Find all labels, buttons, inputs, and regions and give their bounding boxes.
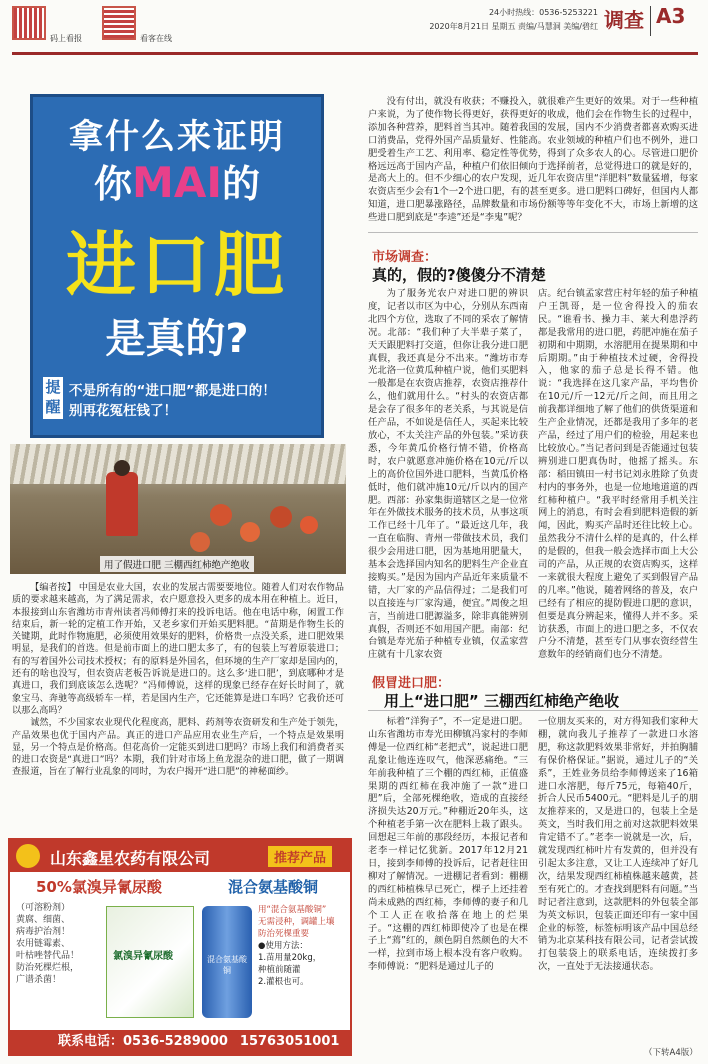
field-photo [10, 444, 346, 574]
editor-note [12, 582, 344, 830]
tip-label-char: 醒 [45, 398, 61, 416]
package-label: 氯溴异氰尿酸 [113, 951, 173, 962]
sec2-kicker: 假冒进口肥： [372, 676, 451, 691]
headline-main: 进口肥 [66, 224, 288, 306]
tomato [300, 516, 318, 534]
tomato [190, 532, 210, 552]
spec-item: 1.苗用量20kg， [258, 953, 322, 963]
qr2-caption: 看客在线 [140, 34, 172, 43]
photo-caption: 用了假进口肥 三棚西红柿绝产绝收 [100, 556, 254, 572]
product2-name: 混合氨基酸铜 [228, 878, 319, 896]
usage-item: 广谱杀菌！ [16, 975, 62, 985]
company-logo [16, 844, 40, 868]
product1-name: 50%氯溴异氰尿酸 [36, 878, 162, 896]
product2-bottle [202, 906, 252, 1018]
headline-question: 是真的? [105, 316, 249, 362]
ad-header [10, 840, 350, 872]
phone-label: 联系电话： [58, 1034, 124, 1049]
sec2-col-b [538, 716, 698, 1044]
continued-note: （下转A4版） [644, 1048, 698, 1058]
sec1-col-b [538, 288, 698, 661]
hotline: 24小时热线：0536-5253221 [488, 8, 598, 17]
spec-item: ●使用方法： [258, 941, 308, 951]
headline-you: 你 [94, 162, 133, 206]
headline-mai: MAI [132, 158, 222, 207]
product2-spec [258, 904, 348, 988]
spec-item: 种植前随灌 [258, 965, 301, 975]
section-rule [368, 232, 698, 233]
qr1-caption: 码上看报 [50, 34, 82, 43]
tomato [270, 506, 292, 528]
sec2-text: 标着“洋狗子”，不一定是进口肥。山东省潍坊市寿光田柳镇冯家村的李师傅是一位西红柿“老把式”，说起进口肥乱象让他连连叹气，他深恶痛绝。“三年前我种植了三个棚的西红柿，正值盛果期的西红柿在我冲施了一款“进口肥”后，全部死棵绝收，造成的直接经济损失达20万元。”种棚近20年头，这个种植老手第一次在肥料上栽了跟头。回想起三年前的那段经历，本报记者和老李一样记忆犹新。2017年12月21日，接到李师傅的投诉后，记者赶往田柳对了解情况。一进棚记者看到：棚棚的西红柿植株早已死亡，棵子上还挂着尚未成熟的西红柿，李师傅的妻子和几个工人正在收拾落在地上的烂果子。“这棚的西红柿即使冷了也是在棵子上“蔫”红的，颜色阴自然颜色的大不一样，拉到市场上根本没有客户收购。李师傅说：“肥料是通过儿子的 [368, 716, 528, 973]
spec-line: 无需浸种，调罐上壤 [258, 917, 335, 927]
sec1-title: 真的，假的?傻傻分不清楚 [372, 266, 546, 284]
masthead-rule [12, 52, 698, 55]
editor-note-para: 【编者按】 中国是农业大国，农业的发展古需要要地位。随着人们对农作物品质的要求越来越高，为了满足需求，农户愿意投入更多的成本用在种植上。近日，本报接到山东省潍坊市青州读者冯师傅打来的投诉电话。他在电话中称，闲置工作结束后，新一轮的定植工作开始，又老乡家们开始买肥料肥。“苗期是作物生长的关键期，此时作物施肥，必须使用效果好的肥料，价格贵一点没关系，进口肥效果明显，是我们的首选。但是前市面上的进口肥太多了，有的包装上写着原装进口；有的写着国外公司技术授权；有的原料是外国名，但环境的生产厂家却是国内的，还有的啥也没写，但农资店老板告诉说是进口的。这么多‘进口肥’，到底哪种才是真进口，我们到底该怎么选呢？”冯师傅说，这样的现象已经存在好长时间了，就象宝马、奔驰等高级轿车一样，若是国内生产，它还能算是进口车吗？它我价还可以那么高吗？ [12, 583, 344, 716]
usage-list [16, 902, 102, 986]
sec1-text: 为了服务光农户对进口肥的辨识度，记者以市区为中心，分别从东西南北四个方位，选取了不同的采农了解情况。北部：“我们种了大半辈子菜了，天天跟肥料打交道，但你让我分进口肥真假，我还真是分不出来。“潍坊市寿光北洛一位黄瓜种植户说，他们买肥料一般都是在农资店推荐，农资店推荐什么，他们就用什么。“村头的农资店都是会存了很多年的老关系，与其说是信任产品，不如说是信任人，买起来比较放心，不太关注产品的外包装。”采访获悉，今年黄瓜价格行情不错，价格高时，农户就愿意冲施价格在10元/斤以上的高价位国外进口肥料，当黄瓜价格低时，他们就冲施10元/斤以内的国产肥。西部：孙家集街道辖区之是一位常年在外做技术服务的技术员，从事这项工作已经十几年了。“最近这几年，我一直在临朐、青州一带做技术员，我们很少会用进口肥，因为基地用肥量大，基本会选择国内知名的肥料生产企业直接购买。”是因为国内产品近年来质量不错，大厂家的产品信得过；二是我们可以直接连与厂家沟通，便宜。”周俊之坦言，当前进口肥源溢多，除非真能辨别真假，否则还不如用国产肥。南部：纪台镇是寿光茄子种植专业镇，仅孟家营庄就有十几家农资 [368, 288, 528, 661]
usage-item: 叶枯唑替代品！ [16, 951, 80, 961]
farmer-head [114, 460, 130, 476]
tip-label-char: 提 [45, 378, 61, 396]
page-number: A3 [656, 4, 686, 28]
spec-title: 用“混合氨基酸铜” [258, 905, 327, 915]
sec1-kicker: 市场调查： [372, 250, 438, 265]
usage-item: 黄腐、细菌、 [16, 915, 71, 925]
company-name: 山东鑫星农药有限公司 [50, 849, 211, 868]
usage-item: 防治死棵烂根， [16, 963, 80, 973]
recommend-tag: 推荐产品 [268, 846, 332, 867]
sec1-text: 店。纪台镇孟家营庄村年轻的茄子种植户王凯哥，是一位舍得投入的茄农民。“谁看书、操力丰、莱大利患浮药都是我常用的进口肥，药肥冲施在茄子初期和中期期，水溶肥用在提果期和中后期期。”由于种植技术过硬，舍得投入，他家的茄子总是长得不错。他说：“我选择在这几家产品，平均售价在10元/斤一12元/斤之间，而且用之前我都详细地了解了他们的供货渠道和生产企业情况，还都是我用了多年的老产品，经过了用户们的检验，用起来也比较放心。”当记者问到是否能通过包装辨别进口肥真伪时，他摇了摇头。东部：稻田镇田一村书记刘永胜除了负责村内的事务外，也是一位地地道道的西红柿种植户。“我平时经常用手机关注网上的消息，有时会看到肥料造假的新闻，因此，购买产品时还往比较上心。虽然我分不清什么样的是真的，什么样的是假的，但我一般会选择市面上大公司的产品，从正规的农资店购买，这样一来就很大程度上避免了买到假冒产品的几率。”他说，随着网络的普及，农户已经有了相应的提防假进口肥的意识，但要是真分辨起来，懂得人并不多。采访获悉，市面上的进口肥之多，不仅农户分不清楚，甚至专门从事农资经营生意数年的经销商们也分不清楚。 [538, 288, 698, 661]
spec-item: 2.灌根也可。 [258, 977, 309, 987]
date-line: 2020年8月21日 星期五 责编/马慧洞 美编/碧红 [429, 22, 598, 31]
tip-line2: 别再花冤枉钱了！ [69, 403, 177, 419]
sec2-title: 用上“进口肥” 三棚西红柿绝产绝收 [384, 692, 619, 710]
intro-text: 没有付出，就没有收获；不赚投入，就很难产生更好的效果。对于一些种植户来说，为了使作物长得更好，获得更好的收成，他们会在作物生长的过程中，添加各种营养，肥料首当其冲。随着我国的发展，国内不少消费者都喜欢购买进口消费品，党得外国产品质量好、性能高。农业领域的种植户们也不例外，进口肥受着生产工艺、利用率、稳定性等优势，得到了众多农人的心。尽管进口肥价格远远高于国内产品，种植户们依旧倾向于选择前者，总觉得进口的就是好的，是高大上的。但不少细心的农户发现，近几年农资店里“洋肥料”数量猛增，每家农资店至少会有1个一2个进口肥，有的甚至更多。进口肥料口碑好，但国内人都知道，进口肥暴涨路径，品牌数量和市场份额等等年变化不大，市场上新增的这些进口肥到底是“李逵”还是“李鬼”呢？ [368, 96, 698, 224]
usage-item: 农用链霉素、 [16, 939, 71, 949]
contact-bar [10, 1030, 350, 1054]
tomato [210, 504, 232, 526]
product1-package [106, 906, 194, 1018]
qr-code[interactable] [12, 6, 46, 40]
spec-line: 防治死棵重要 [258, 929, 310, 939]
section-name: 调查 [604, 8, 644, 32]
section-rule [368, 710, 698, 711]
bottle-label: 混合氨基酸铜 [207, 955, 247, 975]
headline-panel [30, 94, 324, 438]
usage-item: 病毒护治剂！ [16, 927, 71, 937]
headline-line2 [33, 153, 321, 208]
qr-code[interactable] [102, 6, 136, 40]
sec2-text: 一位朋友买来的，对方得知我们家种大棚，就向我儿子推荐了一款进口水溶肥，称这款肥料效果非常好，并拍胸脯有保价格保证。”据说，通过儿子的“关系”，王姓业务员给李师傅送来了16箱进口水溶肥，每斤75元，每箱40斤，折合人民币5400元。“肥料是儿子的朋友推荐来的，又是进口的，包装上全是英文，当时我们用之前对这款肥料效果肯定错不了。”老李一说就是一次，后，就发现西红柿叶片有发黄的，但并没有引起太多注意，又让工人连续冲了好几次，结果发现西红柿植株越来越黄，甚至有死亡的。才查找到肥料有问题。”当时记者注意到，这款肥料的外包装全部为英文标识，包装正面还印有一家中国企业的标签，标签标明该产品中国总经销为北京某科技有限公司，记者尝试拨打包装袋上的联系电话，连续拨打多次，一直处于无法接通状态。 [538, 716, 698, 973]
tip-line1: 不是所有的“进口肥”都是进口的！ [69, 383, 276, 399]
phone-number[interactable]: 0536-5289000 [123, 1034, 228, 1049]
farmer-figure [106, 472, 138, 536]
intro-paragraph [368, 96, 698, 224]
sec2-col-a [368, 716, 528, 1060]
phone-number[interactable]: 15763051001 [239, 1034, 340, 1049]
tip-label [43, 377, 63, 419]
tomato [240, 522, 260, 542]
usage-title: （可溶粉剂） [16, 903, 71, 913]
greenhouse-roof [10, 444, 346, 484]
headline-line1: 拿什么来证明 [69, 117, 285, 157]
divider [650, 6, 651, 36]
headline-de: 的 [221, 162, 260, 206]
advertisement [8, 838, 352, 1056]
editor-note-para: 诚然，不少国家农业现代化程度高，肥料、药剂等农资研发和生产处于领先，产品效果也优于国内产品。真正的进口产品应用农业生产后，一个特点是效果明显，另一个特点是价格高。但花高价一定能买到进口肥吗？市场上我们和消费者买的进口农资是“真进口”吗？本期，我们针对市场上鱼龙混杂的进口肥，做了一期调查报道，旨在了解行业乱象的同时，为农户揭开“进口肥”的神秘面纱。 [12, 718, 344, 778]
sec1-col-a [368, 288, 528, 661]
